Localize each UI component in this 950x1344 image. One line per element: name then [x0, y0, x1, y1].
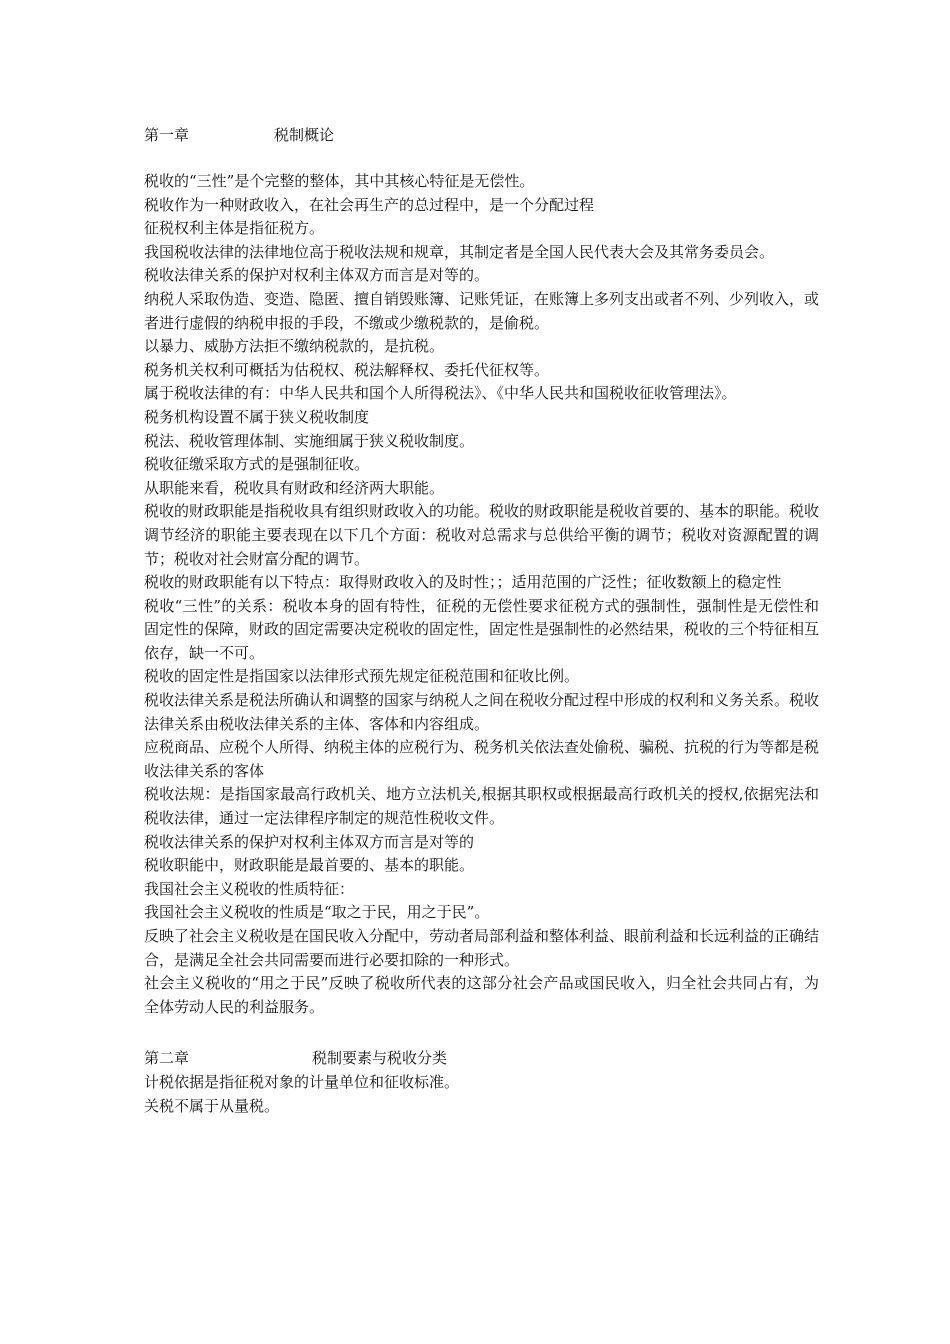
paragraph: 税收法规：是指国家最高行政机关、地方立法机关,根据其职权或根据最高行政机关的授权,依据宪法和税收法律，通过一定法律程序制定的规范性税收文件。 [144, 785, 819, 828]
chapter-number: 第一章 [144, 126, 190, 144]
paragraph: 税收“三性”的关系：税收本身的固有特性，征税的无偿性要求征税方式的强制性，强制性是无偿性和固定性的保障，财政的固定需要决定税收的固定性，固定性是强制性的必然结果，税收的三个特征相互依存，缺一不可。 [144, 596, 820, 662]
paragraph: 税收职能中，财政职能是最首要的、基本的职能。 [144, 856, 475, 875]
chapter-heading [144, 1045, 819, 1071]
paragraph: 我国税收法律的法律地位高于税收法规和规章，其制定者是全国人民代表大会及其常务委员会。 [144, 242, 775, 261]
paragraph: 应税商品、应税个人所得、纳税主体的应税行为、税务机关依法查处偷税、骗税、抗税的行为等都是税收法律关系的客体 [144, 738, 820, 780]
paragraph: 税收的固定性是指国家以法律形式预先规定征税范围和征收比例。 [144, 667, 580, 686]
chapter-heading [144, 122, 819, 148]
paragraph: 税收作为一种财政收入，在社会再生产的总过程中，是一个分配过程 [144, 195, 595, 214]
paragraph: 税收法律关系的保护对权利主体双方而言是对等的。 [144, 266, 490, 285]
paragraph: 税务机关权利可概括为估税权、税法解释权、委托代征权等。 [144, 360, 550, 379]
paragraph: 税收的“三性”是个完整的整体，其中其核心特征是无偿性。 [144, 172, 535, 190]
document-page [144, 122, 819, 1119]
paragraph: 税收法律关系是税法所确认和调整的国家与纳税人之间在税收分配过程中形成的权利和义务关系。税收法律关系由税收法律关系的主体、客体和内容组成。 [144, 691, 820, 733]
paragraph: 税收征缴采取方式的是强制征收。 [144, 455, 370, 474]
spacer [144, 1019, 819, 1045]
paragraph: 我国社会主义税收的性质是“取之于民，用之于民”。 [144, 903, 490, 922]
paragraph: 税务机构设置不属于狭义税收制度 [144, 407, 370, 426]
paragraph: 征税权利主体是指征税方。 [144, 219, 325, 238]
paragraph: 以暴力、威胁方法拒不缴纳税款的，是抗税。 [144, 337, 445, 356]
paragraph: 税法、税收管理体制、实施细属于狭义税收制度。 [144, 431, 475, 450]
paragraph: 关税不属于从量税。 [144, 1096, 280, 1115]
paragraph: 反映了社会主义税收是在国民收入分配中，劳动者局部利益和整体利益、眼前利益和长远利益的正确结合，是满足全社会共同需要而进行必要扣除的一种形式。 [144, 927, 820, 969]
paragraph: 税收的财政职能有以下特点：取得财政收入的及时性；；适用范围的广泛性；征收数额上的稳定性 [144, 573, 782, 592]
paragraph: 从职能来看，税收具有财政和经济两大职能。 [144, 478, 445, 497]
paragraph: 社会主义税收的“用之于民”反映了税收所代表的这部分社会产品或国民收入，归全社会共同占有，为全体劳动人民的利益服务。 [144, 974, 819, 1016]
chapter-body [144, 1071, 819, 1118]
paragraph: 属于税收法律的有：中华人民共和国个人所得税法》、《中华人民共和国税收征收管理法》。 [144, 384, 737, 403]
chapter-title: 税制要素与税收分类 [312, 1049, 448, 1068]
spacer [144, 148, 819, 170]
paragraph: 纳税人采取伪造、变造、隐匿、擅自销毁账簿、记账凭证，在账簿上多列支出或者不列、少列收入，或者进行虚假的纳税申报的手段，不缴或少缴税款的，是偷税。 [144, 289, 820, 332]
paragraph: 税收的财政职能是指税收具有组织财政收入的功能。税收的财政职能是税收首要的、基本的职能。税收调节经济的职能主要表现在以下几个方面：税收对总需求与总供给平衡的调节；税收对资源配置的调节；税收对社会财富分配的调节。 [144, 502, 820, 568]
chapter-number: 第二章 [144, 1049, 190, 1068]
paragraph: 税收法律关系的保护对权利主体双方而言是对等的 [144, 832, 475, 851]
chapter-title: 税制概论 [274, 126, 335, 144]
paragraph: 计税依据是指征税对象的计量单位和征收标准。 [144, 1073, 460, 1092]
chapter-body [144, 170, 819, 1019]
paragraph: 我国社会主义税收的性质特征： [144, 879, 355, 898]
